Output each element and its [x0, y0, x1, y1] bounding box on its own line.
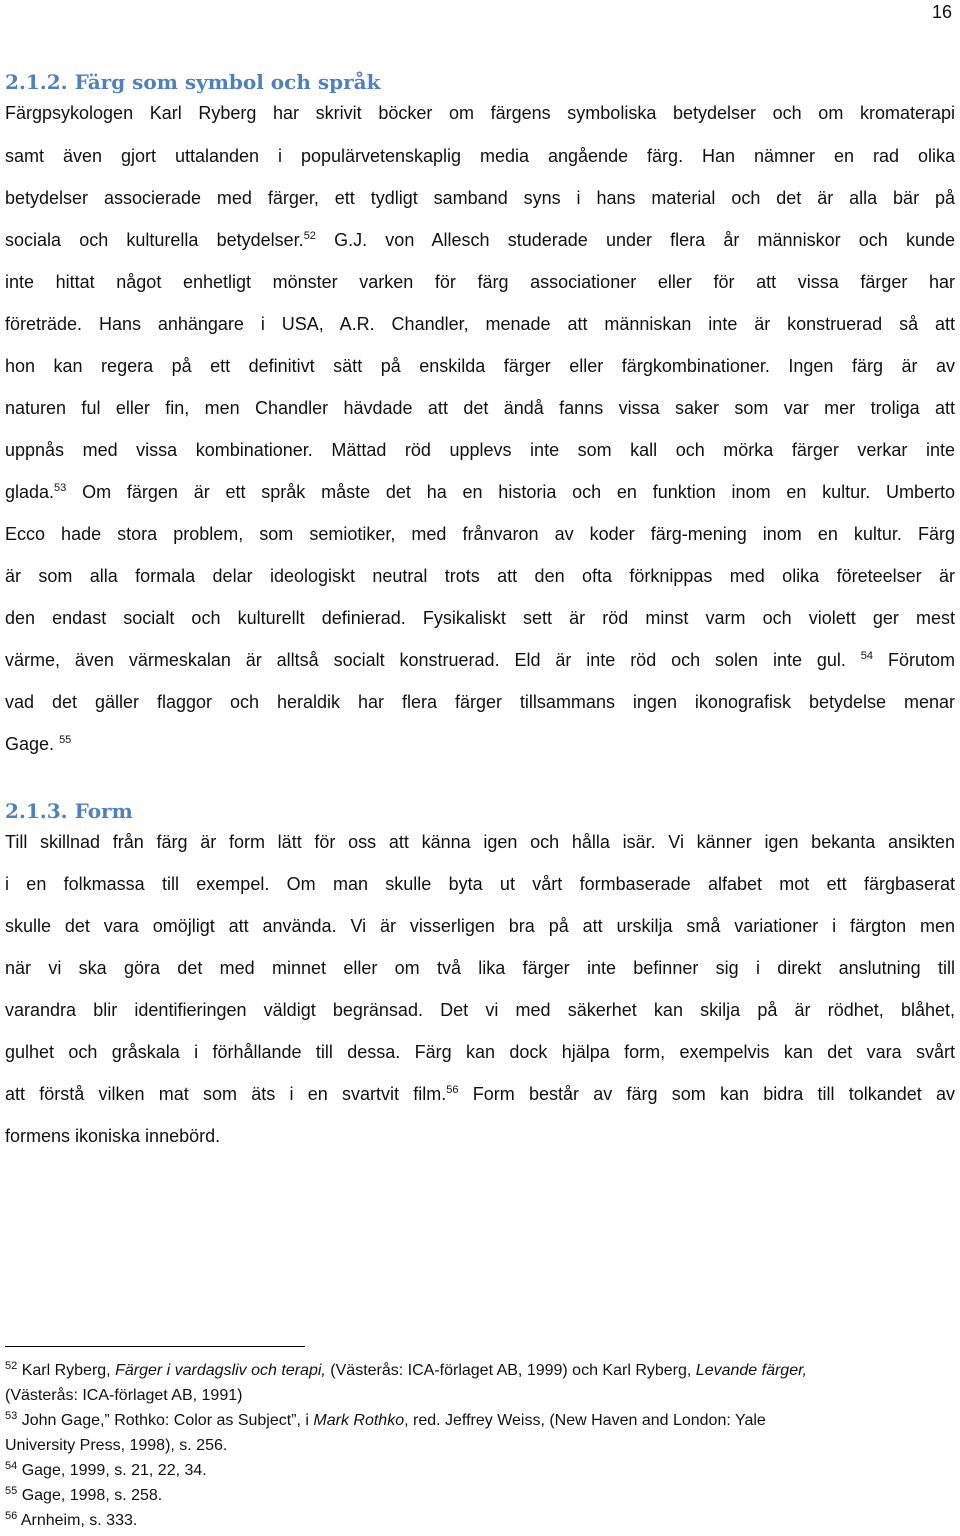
footnote-title: Färger i vardagsliv och terapi, [115, 1362, 326, 1379]
text-line: är som alla formala delar ideologiskt neutral trots att den ofta förknippas med olika företeelser är [5, 566, 955, 586]
footnote-number: 54 [5, 1460, 18, 1472]
footnote-ref-52[interactable]: 52 [303, 230, 316, 242]
paragraph-color-symbol-body [5, 135, 955, 765]
footnote-ref-54[interactable]: 54 [860, 650, 874, 662]
text-line: skulle det vara omöjligt att använda. Vi är visserligen bra på att urskilja små variationer i färgton men [5, 916, 955, 936]
text-line: uppnås med vissa kombinationer. Mättad röd upplevs inte som kall och mörka färger verkar inte [5, 440, 955, 460]
text-line: naturen ful eller fin, men Chandler hävdade att det ändå fanns vissa saker som var mer troliga att [5, 398, 955, 418]
footnote-separator [5, 1346, 305, 1347]
footnote-number: 52 [5, 1360, 18, 1372]
text-line: formens ikoniska innebörd. [5, 1126, 221, 1146]
text-line: Ecco hade stora problem, som semiotiker, med frånvaron av koder färg-mening inom en kultur. Färg [5, 524, 955, 544]
footnote-56 [5, 1508, 955, 1533]
footnote-title: Levande färger, [695, 1362, 807, 1379]
text-segment: sociala och kulturella betydelser. [5, 230, 304, 250]
footnote-text: Gage, 1998, s. 258. [21, 1487, 163, 1504]
footnote-continuation: (Västerås: ICA-förlaget AB, 1991) [5, 1387, 243, 1404]
footnote-55 [5, 1483, 955, 1508]
footnotes [5, 1358, 955, 1533]
text-segment: G.J. von Allesch studerade under flera år människor och kunde [334, 230, 955, 250]
paragraph-form-body [5, 821, 955, 1157]
text-segment: värme, även värmeskalan är alltså socialt konstruerad. Eld är inte röd och solen inte gul. [5, 650, 846, 670]
footnote-52 [5, 1358, 955, 1383]
footnote-ref-56[interactable]: 56 [446, 1084, 459, 1096]
text-segment: Gage. [5, 734, 55, 754]
footnote-ref-53[interactable]: 53 [54, 482, 67, 494]
footnote-text: , red. Jeffrey Weiss, (New Haven and London: Yale [404, 1412, 766, 1429]
text-line: betydelser associerade med färger, ett tydligt samband syns i hans material och det är alla bär på [5, 188, 955, 208]
footnote-text: (Västerås: ICA-förlaget AB, 1999) och Karl Ryberg, [325, 1362, 696, 1379]
text-line-with-ref [5, 471, 955, 513]
text-line: i en folkmassa till exempel. Om man skulle byta ut vårt formbaserade alfabet mot ett färgbaserat [5, 874, 955, 894]
footnote-number: 55 [5, 1485, 18, 1497]
text-line-with-ref [5, 219, 955, 261]
footnote-number: 56 [5, 1510, 18, 1522]
text-line: inte hittat något enhetligt mönster varken för färg associationer eller för att vissa färger har [5, 272, 955, 292]
section-heading-form: 2.1.3. Form [5, 799, 133, 823]
text-line-with-ref [5, 1073, 955, 1115]
text-segment: Om färgen är ett språk måste det ha en historia och en funktion inom en kultur. Umberto [82, 482, 955, 502]
page-number: 16 [931, 2, 952, 22]
text-segment: Form består av färg som kan bidra till tolkandet av [472, 1084, 955, 1104]
text-segment: Förutom [887, 650, 955, 670]
text-line: Färgpsykologen Karl Ryberg har skrivit böcker om färgens symboliska betydelser och om kromaterapi [5, 103, 955, 123]
footnote-ref-55[interactable]: 55 [59, 734, 72, 746]
footnote-text: Arnheim, s. 333. [20, 1512, 138, 1529]
footnote-continuation: University Press, 1998), s. 256. [5, 1437, 228, 1454]
text-line: gulhet och gråskala i förhållande till dessa. Färg kan dock hjälpa form, exempelvis kan det vara svårt [5, 1042, 955, 1062]
footnote-54 [5, 1458, 955, 1483]
text-line: vad det gäller flaggor och heraldik har flera färger tillsammans ingen ikonografisk betydelse menar [5, 692, 955, 712]
footnote-text: Karl Ryberg, [21, 1362, 116, 1379]
text-line-with-ref [5, 639, 955, 681]
text-line-with-ref [5, 723, 955, 765]
text-line: samt även gjort uttalanden i populärvetenskaplig media angående färg. Han nämner en rad olika [5, 146, 955, 166]
footnote-text: John Gage,” Rothko: Color as Subject”, i [21, 1412, 314, 1429]
text-segment: att förstå vilken mat som äts i en svartvit film. [5, 1084, 447, 1104]
text-line: hon kan regera på ett definitivt sätt på enskilda färger eller färgkombinationer. Ingen färg är av [5, 356, 955, 376]
text-line: Till skillnad från färg är form lätt för oss att känna igen och hålla isär. Vi känner igen bekanta ansikten [5, 832, 955, 852]
paragraph-color-symbol-intro [5, 94, 955, 132]
footnote-title: Mark Rothko [313, 1412, 405, 1429]
footnote-number: 53 [5, 1410, 18, 1422]
text-line: när vi ska göra det med minnet eller om två lika färger inte befinner sig i direkt anslutning till [5, 958, 955, 978]
text-segment: glada. [5, 482, 55, 502]
text-line: varandra blir identifieringen väldigt begränsad. Det vi med säkerhet kan skilja på är rödhet, blåhet, [5, 1000, 955, 1020]
section-heading-color-symbol: 2.1.2. Färg som symbol och språk [5, 70, 381, 94]
footnote-53 [5, 1408, 955, 1433]
text-line: företräde. Hans anhängare i USA, A.R. Chandler, menade att människan inte är konstruerad så att [5, 314, 955, 334]
text-line: den endast socialt och kulturellt definierad. Fysikaliskt sett är röd minst varm och violett ger mest [5, 608, 955, 628]
footnote-text: Gage, 1999, s. 21, 22, 34. [21, 1462, 207, 1479]
